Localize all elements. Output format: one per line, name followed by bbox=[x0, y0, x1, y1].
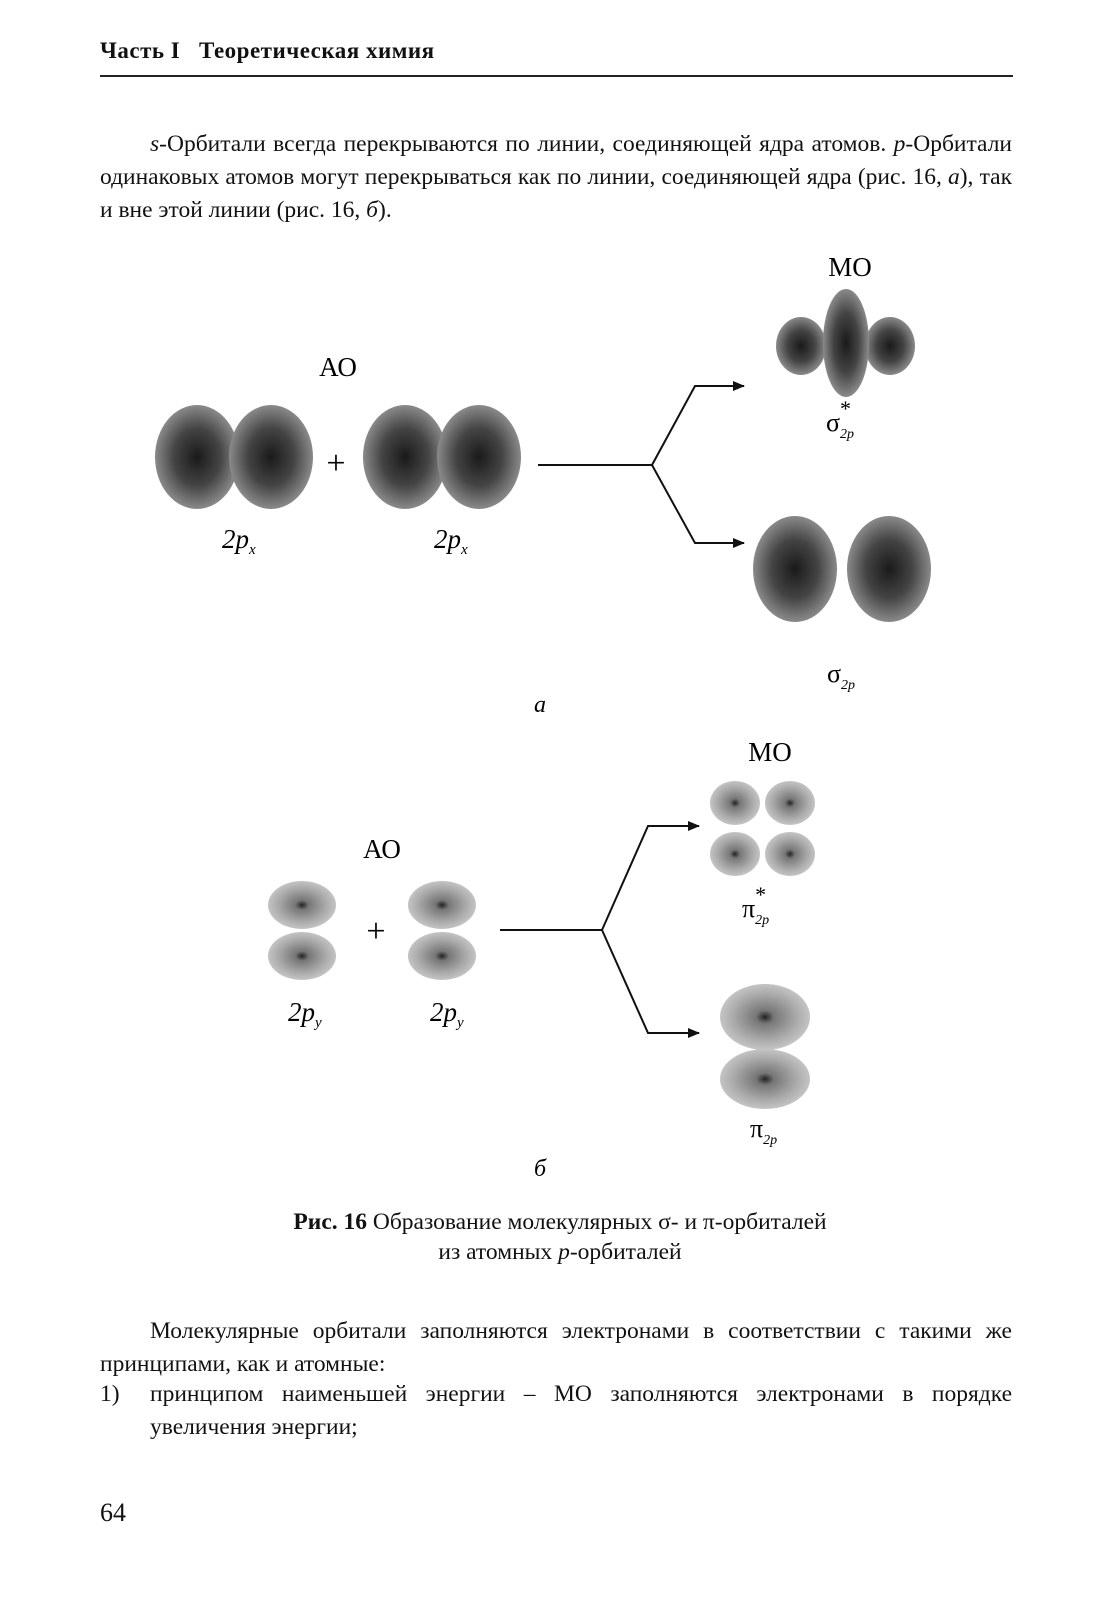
body-paragraph: Молекулярные орбитали заполняются электронами в соответствии с такими же принципами, как и атомные: bbox=[100, 1318, 1012, 1377]
panel-label-a: а bbox=[534, 692, 546, 718]
orbital-2px-left bbox=[155, 405, 313, 509]
orbital-2py-right bbox=[408, 881, 476, 980]
mo-label-b: МО bbox=[748, 737, 792, 767]
label-2px-left: $2p_x$ bbox=[222, 524, 256, 558]
mo-pi-antibonding bbox=[710, 781, 815, 876]
intro-paragraph: s-Орбитали всегда перекрываются по линии, соединяющей ядра атомов. p-Орбитали одинаковых атомов могут перекрываться как по линии, соединяющей ядра (рис. 16, а), так и вне этой линии (рис. 16, б). bbox=[100, 131, 1012, 223]
panel-label-b: б bbox=[533, 1156, 547, 1182]
ao-label-a: АО bbox=[319, 352, 357, 382]
label-2px-right: $2p_x$ bbox=[434, 524, 468, 558]
mo-pi-bonding bbox=[720, 984, 810, 1109]
mo-label-a: МО bbox=[828, 252, 872, 282]
ao-label-b: АО bbox=[363, 834, 401, 864]
page-number: 64 bbox=[100, 1498, 126, 1527]
header-title: Теоретическая химия bbox=[199, 38, 435, 63]
mo-sigma-bonding bbox=[753, 516, 931, 622]
header-part: Часть I bbox=[100, 38, 181, 63]
plus-sign-a: + bbox=[326, 445, 346, 482]
orbital-2px-right bbox=[363, 405, 521, 509]
orbital-2py-left bbox=[268, 881, 336, 980]
list-item-number: 1) bbox=[100, 1381, 120, 1407]
label-sigma-2p-star: $\sigma_{2p}*$ bbox=[826, 396, 855, 442]
figure-caption: Рис. 16 Образование молекулярных σ- и π-орбиталей из атомных p-орбиталей bbox=[293, 1209, 827, 1265]
branch-arrows-b bbox=[500, 826, 699, 1033]
label-pi-2p: $\pi_{2p}$ bbox=[750, 1114, 778, 1148]
plus-sign-b: + bbox=[366, 913, 386, 950]
mo-sigma-antibonding bbox=[776, 289, 915, 397]
branch-arrows-a bbox=[538, 386, 744, 543]
list-item-text: принципом наименьшей энергии – МО заполняются электронами в порядке увеличения энергии; bbox=[150, 1381, 1012, 1440]
label-2py-left: $2p_y$ bbox=[288, 997, 322, 1031]
label-sigma-2p: $\sigma_{2p}$ bbox=[827, 659, 856, 693]
figure-a bbox=[155, 252, 931, 718]
label-pi-2p-star: $\pi_{2p}*$ bbox=[742, 882, 770, 928]
label-2py-right: $2p_y$ bbox=[430, 997, 464, 1031]
caption-label: Рис. 16 bbox=[293, 1209, 367, 1235]
figure-b bbox=[268, 737, 815, 1182]
